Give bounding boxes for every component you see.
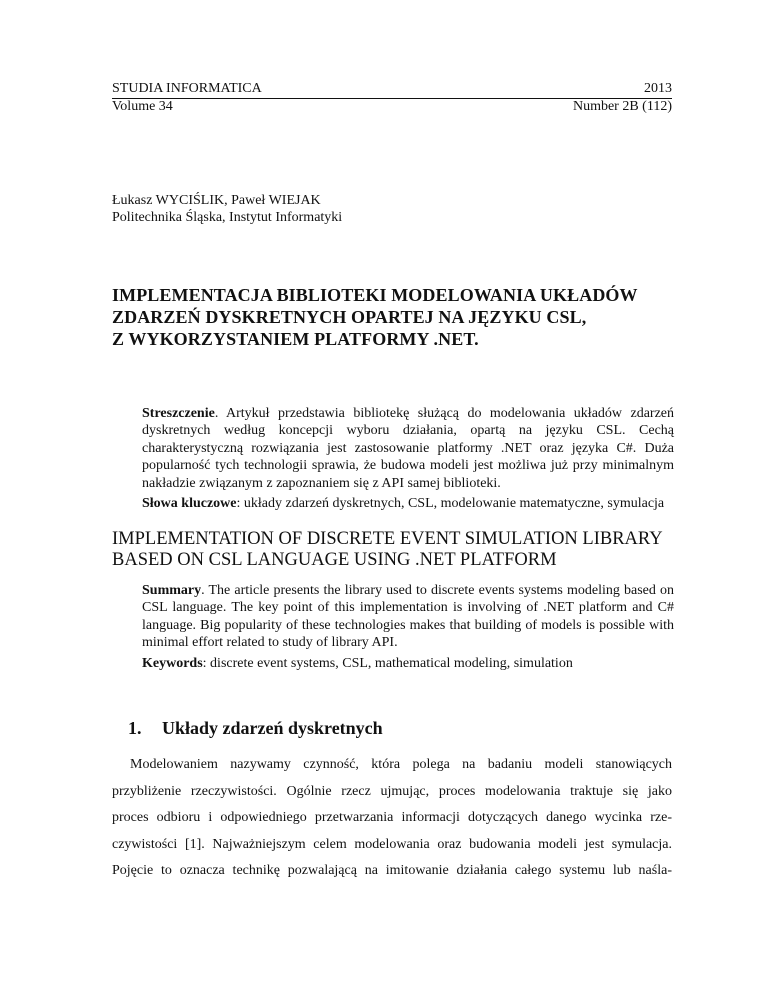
title-polish [112, 284, 692, 350]
title-english-line: IMPLEMENTATION OF DISCRETE EVENT SIMULATION LIBRARY [112, 529, 663, 549]
journal-name: STUDIA INFORMATICA [112, 81, 262, 96]
journal-header [112, 80, 672, 116]
section-number: 1. [128, 718, 142, 738]
title-polish-line: Z WYKORZYSTANIEM PLATFORMY .NET. [112, 329, 479, 349]
section-heading [128, 718, 383, 739]
summary-body: . The article presents the library used to discrete events systems modeling based on CSL language. The key point of this implementation is involving of .NET platform and C# language. Big popularity of these technologies makes that building of models is possible with minimal effort related to study of library API. [142, 583, 674, 651]
keywords-english [142, 655, 674, 672]
keywords-list: : discrete event systems, CSL, mathematical modeling, simulation [202, 655, 573, 671]
journal-number: Number 2B (112) [572, 99, 672, 114]
keywords-label: Keywords [142, 655, 203, 671]
keywords-polish [142, 495, 674, 512]
abstract-label: Streszczenie [142, 406, 215, 421]
summary-label: Summary [142, 583, 202, 598]
keywords-label: Słowa kluczowe [142, 496, 237, 512]
title-polish-line: IMPLEMENTACJA BIBLIOTEKI MODELOWANIA UKŁADÓW [112, 285, 638, 305]
abstract-body: . Artykuł przedstawia bibliotekę służącą do modelowania układów zdarzeń dyskretnych według koncepcji wyboru działania, opartą na języku CSL. Cechą charakterystyczną rozwiązania jest zastosowanie platformy .NET oraz języka C#. Duża popularność tych technologii sprawia, że budowa modeli jest możliwa już przy minimalnym nakładzie związanym z zapoznaniem się z API samej biblioteki. [142, 406, 674, 491]
abstract-polish-text [142, 405, 674, 492]
body-line: przybliżenie rzeczywistości. Ogólnie rzecz ujmując, proces modelowania traktuje się jako [112, 783, 672, 799]
abstract-english-text [142, 582, 674, 652]
abstract-english [142, 582, 674, 672]
section-title: Układy zdarzeń dyskretnych [162, 718, 383, 738]
body-line: czywistości [1]. Najważniejszym celem modelowania oraz budowania modeli jest symulacja. [112, 836, 672, 852]
keywords-list: : układy zdarzeń dyskretnych, CSL, modelowanie matematyczne, symulacja [236, 496, 665, 512]
title-english [112, 529, 692, 571]
title-english-line: BASED ON CSL LANGUAGE USING .NET PLATFORM [112, 550, 557, 570]
body-line: Modelowaniem nazywamy czynność, która polega na badaniu modeli stanowiących [130, 757, 672, 772]
body-line: proces odbioru i odpowiedniego przetwarzania informacji dotyczących danego wycinka rze- [112, 810, 672, 826]
header-rule [112, 98, 672, 99]
author-affiliation: Politechnika Śląska, Instytut Informatyki [112, 210, 343, 225]
abstract-polish [142, 405, 674, 512]
section-body [112, 752, 672, 885]
title-polish-line: ZDARZEŃ DYSKRETNYCH OPARTEJ NA JĘZYKU CSL, [112, 307, 587, 327]
journal-year: 2013 [644, 81, 672, 96]
journal-volume: Volume 34 [112, 99, 173, 114]
author-block [112, 192, 342, 226]
author-names: Łukasz WYCIŚLIK, Paweł WIEJAK [112, 193, 321, 208]
body-line: Pojęcie to oznacza technikę pozwalającą na imitowanie działania całego systemu lub naśla- [112, 863, 672, 879]
